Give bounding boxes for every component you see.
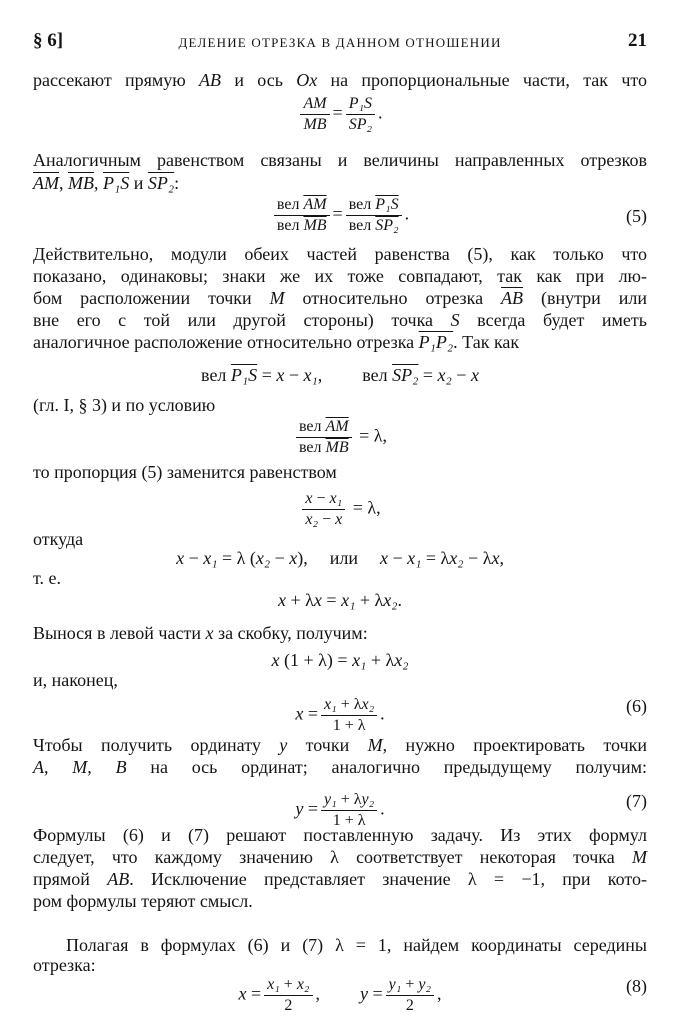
math-expression	[264, 996, 312, 1016]
text-line	[66, 934, 647, 956]
math-expression	[386, 996, 434, 1016]
text-line	[33, 461, 647, 483]
math-variable: AB	[199, 70, 222, 90]
text-run: −	[270, 548, 290, 568]
text-run: =	[257, 365, 277, 385]
math-variable: x₂	[305, 511, 319, 528]
text-line	[33, 868, 647, 890]
text-run: . Так как	[453, 332, 520, 352]
equation-label: (8)	[626, 976, 647, 996]
math-variable: x	[271, 650, 280, 670]
math-expression	[238, 984, 261, 1004]
math-variable: SP₂	[348, 116, 373, 133]
math-expression	[302, 510, 345, 530]
equation-label: (6)	[626, 696, 647, 716]
text-run: Вынося в левой части	[33, 623, 206, 643]
text-run: =	[368, 983, 383, 1004]
math-variable: x₁	[267, 976, 280, 993]
directed-segment: SP₂	[147, 173, 175, 193]
math-expression	[300, 94, 329, 115]
directed-segment: SP₂	[392, 365, 419, 385]
fraction	[386, 975, 434, 1016]
directed-segment: $\overline{AM}$	[303, 196, 327, 213]
text-run: бом расположении точки	[33, 288, 270, 308]
text-line	[33, 954, 647, 976]
math-expression	[321, 790, 377, 811]
math-variable: y₂	[361, 791, 375, 808]
directed-segment: $\overline{MB}$	[303, 217, 327, 234]
text-run: + λ	[286, 590, 314, 610]
text-run: −	[318, 511, 336, 528]
math-expression	[346, 195, 402, 216]
equation	[0, 489, 680, 530]
equation	[0, 94, 680, 135]
math-variable: x₁	[324, 696, 337, 713]
equation	[0, 417, 680, 458]
text-run: вел	[362, 365, 393, 385]
math-variable: x₂	[255, 548, 271, 568]
math-variable: x₂	[449, 548, 464, 568]
equation	[0, 547, 680, 569]
math-variable: M	[72, 757, 88, 777]
punctuation: .	[378, 102, 383, 123]
text-run: то пропорция (5) заменится равенством	[33, 462, 337, 482]
equals-sign: =	[332, 102, 343, 123]
math-variable: x	[278, 590, 287, 610]
math-variable: y₂	[418, 976, 432, 993]
text-run: следует, что каждому значению λ соответствует некоторая точка	[33, 847, 632, 867]
text-run: − λ	[463, 548, 492, 568]
equation-part	[201, 365, 322, 385]
math-variable: x	[295, 703, 304, 724]
math-variable: x₁	[329, 490, 343, 507]
math-variable: y	[279, 735, 288, 755]
equation-part	[362, 365, 479, 385]
math-variable: A	[33, 757, 44, 777]
math-variable: P₁S	[348, 95, 373, 112]
text-run: =	[303, 798, 319, 819]
directed-segment: P₁S	[230, 365, 258, 385]
text-run: 2	[284, 997, 293, 1014]
text-run: −	[388, 548, 408, 568]
equation	[0, 649, 680, 671]
text-run: (внутри или	[523, 288, 647, 308]
text-run: относительно отрезка	[284, 288, 502, 308]
math-variable: x₂	[361, 696, 375, 713]
text-run: =	[303, 703, 319, 724]
math-variable: MB	[303, 116, 327, 133]
text-line	[33, 734, 647, 756]
fraction	[300, 94, 329, 135]
conjunction: или	[329, 548, 358, 568]
math-variable: S	[450, 310, 460, 330]
math-expression	[321, 716, 377, 736]
text-run: т. е.	[33, 568, 62, 588]
math-expression	[264, 975, 312, 996]
text-line	[33, 331, 647, 353]
math-variable: x	[380, 548, 388, 568]
math-expression	[346, 216, 402, 236]
text-run: 2	[405, 997, 414, 1014]
text-run: точки	[287, 735, 368, 755]
text-run: вел	[298, 418, 326, 435]
text-run: , нужно проектировать точки	[382, 735, 647, 755]
math-variable: x	[289, 548, 298, 568]
text-run: + λ	[355, 590, 384, 610]
math-expression	[296, 417, 352, 438]
fraction	[296, 417, 352, 458]
math-expression	[274, 216, 330, 236]
math-variable: M	[367, 735, 383, 755]
running-title: ДЕЛЕНИЕ ОТРЕЗКА В ДАННОМ ОТНОШЕНИИ	[178, 35, 502, 50]
text-run: ром формулы теряют смысл.	[33, 891, 253, 911]
text-run: + λ	[366, 650, 395, 670]
text-run: −	[284, 365, 304, 385]
text-run: и, наконец,	[33, 670, 118, 690]
equation-label: (7)	[626, 791, 647, 811]
text-run: рассекают прямую	[33, 70, 200, 90]
punctuation: ,	[437, 983, 442, 1004]
math-expression	[274, 195, 330, 216]
text-run: = λ	[421, 548, 450, 568]
math-variable: x	[176, 548, 185, 568]
text-run: Чтобы получить ординату	[33, 735, 280, 755]
directed-segment: $\overline{AM}$	[33, 173, 59, 193]
equation-8	[0, 975, 680, 1016]
math-variable: y₁	[388, 976, 402, 993]
equation-part	[380, 548, 504, 568]
text-line	[33, 824, 647, 846]
equals-sign: =	[332, 203, 343, 224]
directed-segment: $\overline{MB}$	[68, 173, 94, 193]
text-line	[33, 265, 647, 287]
directed-segment: $\overline{MB}$	[325, 439, 349, 456]
equation-tail: = λ,	[354, 425, 388, 446]
math-expression	[295, 799, 318, 819]
text-line	[33, 149, 647, 171]
text-line	[33, 756, 647, 778]
math-variable: x	[205, 623, 214, 643]
text-run: показано, одинаковы; знаки же их тоже совпадают, так как при лю-	[33, 266, 647, 286]
text-line	[33, 846, 647, 868]
text-run: ,	[59, 173, 68, 193]
math-variable: y	[295, 798, 304, 819]
text-run: вел	[276, 217, 304, 234]
math-variable: AM	[303, 95, 327, 112]
text-run: на ось ординат; аналогично предыдущему получим:	[126, 757, 648, 777]
directed-segment: SP₂	[375, 217, 399, 234]
text-run: =	[418, 365, 438, 385]
text-run: −	[451, 365, 471, 385]
text-run: на пропорциональные части, так что	[317, 70, 648, 90]
text-line	[33, 309, 647, 331]
text-run: =	[246, 983, 262, 1004]
math-variable: x	[238, 983, 247, 1004]
text-run: +	[401, 976, 419, 993]
text-run: =	[321, 590, 342, 610]
text-run: −	[184, 548, 204, 568]
punctuation: .	[404, 203, 410, 224]
text-line	[33, 394, 647, 416]
equation	[0, 589, 680, 611]
math-variable: y₁	[324, 791, 337, 808]
section-marker: § 6]	[33, 30, 64, 51]
directed-segment: $\overline{AM}$	[325, 418, 349, 435]
text-run: Аналогичным равенством связаны и величины направленных отрезков	[33, 150, 647, 170]
text-run: откуда	[33, 529, 84, 549]
math-variable: x₁	[341, 590, 356, 610]
math-variable: B	[115, 757, 127, 777]
text-run: .	[397, 590, 402, 610]
text-run: ,	[94, 173, 103, 193]
math-expression	[296, 438, 352, 458]
math-expression	[346, 94, 375, 115]
text-run: −	[312, 490, 330, 507]
text-run: за скобку, получим:	[213, 623, 368, 643]
math-variable: x₂	[394, 650, 409, 670]
text-run: (гл. I, § 3) и по условию	[33, 395, 216, 415]
math-variable: x	[276, 365, 285, 385]
equation-label: (5)	[626, 206, 647, 226]
text-line	[33, 172, 647, 194]
math-expression	[295, 704, 318, 724]
text-run: вел	[276, 196, 304, 213]
fraction	[346, 195, 402, 236]
text-line	[33, 69, 647, 91]
text-run: отрезка:	[33, 955, 96, 975]
text-run: (1 + λ) =	[279, 650, 353, 670]
math-variable: y	[360, 983, 368, 1004]
text-run: ,	[499, 548, 504, 568]
text-run: вел	[201, 365, 231, 385]
text-line	[33, 567, 647, 589]
text-run: и	[129, 173, 148, 193]
math-variable: x	[470, 365, 479, 385]
math-variable: Ox	[296, 70, 318, 90]
text-run: и ось	[221, 70, 297, 90]
text-run: . Исключение представляет значение λ = −1, при кото-	[129, 869, 647, 889]
math-variable: AB	[107, 869, 130, 889]
text-line	[33, 890, 647, 912]
text-line	[33, 622, 647, 644]
math-expression	[386, 975, 434, 996]
math-variable: x	[313, 590, 322, 610]
math-expression	[302, 489, 345, 510]
text-run: + λ	[336, 696, 362, 713]
text-run: всегда будет иметь	[459, 310, 647, 330]
math-variable: M	[269, 288, 285, 308]
math-expression	[346, 115, 375, 135]
equation-tail: = λ,	[348, 497, 381, 518]
text-run: ,	[44, 757, 73, 777]
equation	[0, 364, 680, 386]
text-run: вел	[348, 196, 376, 213]
text-run: ),	[297, 548, 308, 568]
punctuation: ,	[315, 983, 320, 1004]
punctuation: .	[380, 798, 385, 819]
text-run: аналогичное расположение относительно отрезка	[33, 332, 419, 352]
text-run: ,	[317, 365, 323, 385]
fraction	[264, 975, 312, 1016]
math-variable: x₁	[203, 548, 218, 568]
directed-segment: P₁P₂	[418, 332, 454, 352]
text-line	[33, 243, 647, 265]
math-variable: x₁	[352, 650, 367, 670]
math-variable: M	[632, 847, 647, 867]
text-run: вел	[348, 217, 376, 234]
text-run: Действительно, модули обеих частей равенства (5), как только что	[33, 244, 647, 264]
text-run: Формулы (6) и (7) решают поставленную задачу. Из этих формул	[33, 825, 647, 845]
math-expression	[300, 115, 329, 135]
text-run: прямой	[33, 869, 108, 889]
punctuation: .	[380, 703, 385, 724]
math-variable: x₁	[407, 548, 422, 568]
math-variable: x₂	[296, 976, 310, 993]
text-line	[33, 669, 647, 691]
page-number: 21	[628, 30, 647, 51]
directed-segment: P₁S	[103, 173, 130, 193]
directed-segment: P₁S	[375, 196, 399, 213]
math-expression	[360, 984, 383, 1004]
directed-segment: $\overline{AB}$	[501, 288, 524, 308]
text-run: ,	[87, 757, 116, 777]
text-run: 1 + λ	[332, 812, 366, 829]
math-variable: x₂	[383, 590, 398, 610]
text-run: Полагая в формулах (6) и (7) λ = 1, найдем координаты середины	[66, 935, 647, 955]
text-run: вне его с той или другой стороны) точка	[33, 310, 451, 330]
fraction	[346, 94, 375, 135]
text-run: = λ (	[217, 548, 256, 568]
math-variable: x₂	[437, 365, 452, 385]
text-run: +	[279, 976, 297, 993]
text-run: 1 + λ	[332, 717, 366, 734]
equation-part	[176, 548, 308, 568]
text-run: + λ	[336, 791, 362, 808]
text-run: вел	[298, 439, 326, 456]
math-variable: x₁	[303, 365, 318, 385]
math-variable: x	[305, 490, 313, 507]
math-variable: x	[335, 511, 343, 528]
math-variable: x	[491, 548, 500, 568]
text-line	[33, 287, 647, 309]
fraction	[302, 489, 345, 530]
equation-5	[0, 195, 680, 236]
equation-6	[0, 695, 680, 736]
fraction	[274, 195, 330, 236]
math-expression	[321, 695, 377, 716]
text-run: :	[174, 173, 180, 193]
fraction	[321, 695, 377, 736]
